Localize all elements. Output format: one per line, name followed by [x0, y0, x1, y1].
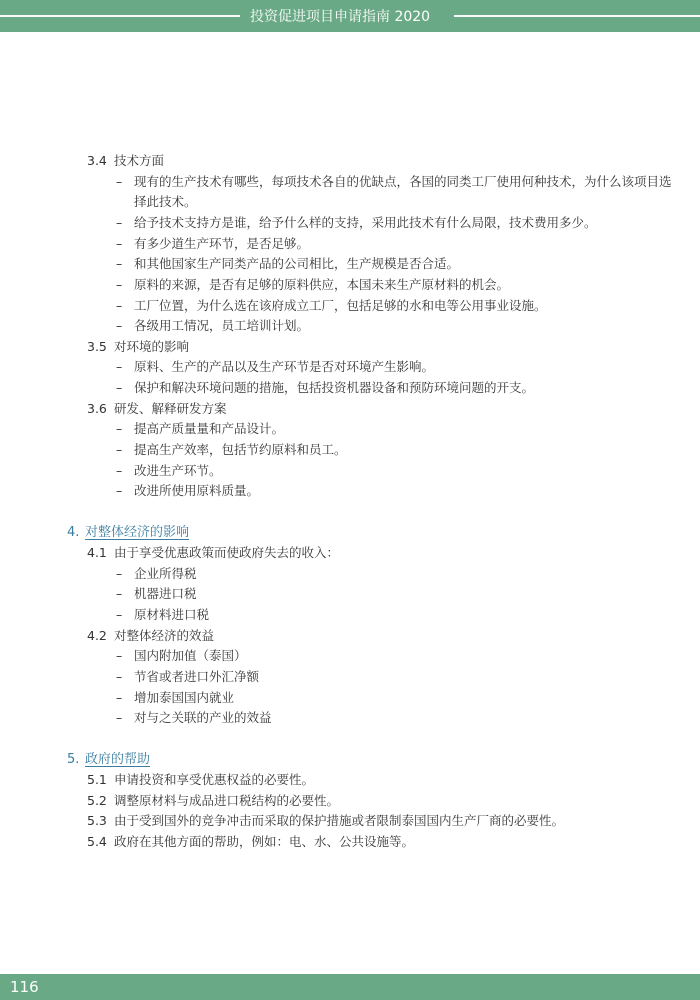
- subsection-5-1: 5.1 申请投资和享受优惠权益的必要性。: [87, 772, 315, 787]
- subsection-4-2: [87, 626, 214, 644]
- list-item-continuation: 择此技术。: [134, 194, 197, 209]
- list-item: – 各级用工情况，员工培训计划。: [116, 318, 310, 333]
- list-item: – 改进生产环节。: [116, 463, 222, 478]
- list-item: – 企业所得税: [116, 566, 197, 581]
- subsection-title: 由于享受优惠政策而使政府失去的收入：: [114, 545, 340, 560]
- list-item: – 现有的生产技术有哪些，每项技术各自的优缺点，各国的同类工厂使用何种技术，为什么该项目选: [116, 174, 672, 189]
- header-rule-left: [0, 15, 240, 17]
- subsection-number: 3.4: [87, 153, 107, 168]
- list-item: – 工厂位置，为什么选在该府成立工厂，包括足够的水和电等公用事业设施。: [116, 298, 547, 313]
- list-item: – 保护和解决环境问题的措施，包括投资机器设备和预防环境问题的开支。: [116, 380, 535, 395]
- subsection-4-1: [87, 543, 339, 561]
- subsection-number: 4.2: [87, 628, 107, 643]
- subsection-title: 对环境的影响: [114, 339, 190, 354]
- page-number: 116: [10, 978, 39, 996]
- list-item: – 节省或者进口外汇净额: [116, 669, 260, 684]
- subsection-number: 4.1: [87, 545, 107, 560]
- list-item: – 提高生产效率，包括节约原料和员工。: [116, 442, 347, 457]
- list-item: – 和其他国家生产同类产品的公司相比，生产规模是否合适。: [116, 256, 460, 271]
- list-item: – 原材料进口税: [116, 607, 210, 622]
- subsection-3-5: [87, 337, 189, 355]
- list-item: – 改进所使用原料质量。: [116, 483, 260, 498]
- list-item: – 对与之关联的产业的效益: [116, 710, 272, 725]
- subsection-5-2: 5.2 调整原材料与成品进口税结构的必要性。: [87, 793, 340, 808]
- section-5-heading: [67, 748, 150, 767]
- subsection-5-4: 5.4 政府在其他方面的帮助，例如：电、水、公共设施等。: [87, 834, 415, 849]
- subsection-3-6: [87, 399, 227, 417]
- list-item: – 原料、生产的产品以及生产环节是否对环境产生影响。: [116, 359, 435, 374]
- header-rule-right: [454, 15, 700, 17]
- section-number: 4.: [67, 525, 80, 540]
- list-item: – 提高产质量量和产品设计。: [116, 421, 285, 436]
- list-item: – 机器进口税: [116, 586, 197, 601]
- subsection-title: 技术方面: [114, 153, 165, 168]
- list-item: – 原料的来源，是否有足够的原料供应，本国未来生产原材料的机会。: [116, 277, 510, 292]
- section-number: 5.: [67, 752, 80, 767]
- subsection-number: 3.5: [87, 339, 107, 354]
- subsection-title: 研发、解释研发方案: [114, 401, 227, 416]
- section-4-heading: [67, 521, 189, 540]
- section-title: 对整体经济的影响: [85, 525, 190, 540]
- list-item: – 给予技术支持方是谁，给予什么样的支持，采用此技术有什么局限，技术费用多少。: [116, 215, 597, 230]
- section-title: 政府的帮助: [85, 752, 151, 767]
- list-item: – 增加泰国国内就业: [116, 690, 235, 705]
- footer-bar: [0, 974, 700, 1000]
- subsection-5-3: 5.3 由于受到国外的竞争冲击而采取的保护措施或者限制泰国国内生产厂商的必要性。: [87, 813, 565, 828]
- list-item: – 国内附加值（泰国）: [116, 648, 247, 663]
- subsection-number: 3.6: [87, 401, 107, 416]
- header-title: 投资促进项目申请指南 2020: [250, 9, 431, 25]
- subsection-title: 对整体经济的效益: [114, 628, 215, 643]
- subsection-3-4: [87, 151, 164, 169]
- list-item: – 有多少道生产环节，是否足够。: [116, 236, 310, 251]
